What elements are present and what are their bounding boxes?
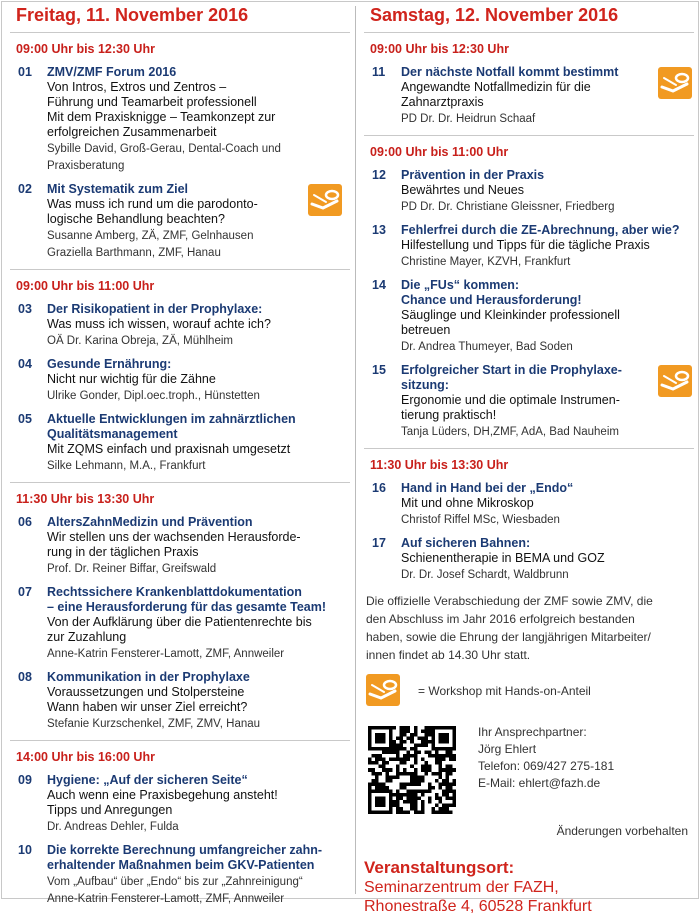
workshop-legend-label: = Workshop mit Hands-on-Anteil [418,684,591,698]
session-item [364,278,694,356]
session-speaker: Tanja Lüders, DH,ZMF, AdA, Bad Nauheim [401,426,619,438]
changes-note: Änderungen vorbehalten [556,824,688,838]
session-title: AltersZahnMedizin und Prävention [47,515,253,529]
session-item [10,773,350,836]
session-number: 13 [372,223,386,237]
time-slot-heading: 11:30 Uhr bis 13:30 Uhr [370,458,509,472]
session-subtitle: Was muss ich rund um die parodonto- logische Behandlung beachten? [47,197,258,226]
section-divider [10,269,350,270]
section-divider [10,482,350,483]
session-number: 03 [18,302,32,316]
session-subtitle: Hilfestellung und Tipps für die tägliche Praxis [401,238,650,252]
session-title: Prävention in der Praxis [401,168,545,182]
session-title: Der Risikopatient in der Prophylaxe: [47,302,263,316]
session-item [10,843,350,908]
session-number: 12 [372,168,386,182]
session-speaker: Prof. Dr. Reiner Biffar, Greifswald [47,563,217,575]
session-subtitle: Mit ZQMS einfach und praxisnah umgesetzt [47,442,291,456]
session-speaker: Silke Lehmann, M.A., Frankfurt [47,460,206,472]
session-item [10,65,350,175]
session-subtitle: Mit und ohne Mikroskop [401,496,534,510]
session-subtitle: Voraussetzungen und Stolpersteine Wann haben wir unser Ziel erreicht? [47,685,248,714]
time-slot-heading: 09:00 Uhr bis 11:00 Uhr [370,145,509,159]
session-speaker: Christof Riffel MSc, Wiesbaden [401,514,560,526]
session-item [364,481,694,529]
session-item [10,515,350,578]
session-item [10,412,350,475]
session-subtitle: Wir stellen uns der wachsenden Herausforde- rung in der täglichen Praxis [47,530,301,559]
time-slot-heading: 09:00 Uhr bis 12:30 Uhr [370,42,509,56]
session-title: Die korrekte Berechnung umfangreicher zahn- erhaltender Maßnahmen beim GKV-Patienten [47,843,323,872]
session-speaker: Dr. Dr. Josef Schardt, Waldbrunn [401,569,569,581]
friday-column [10,4,350,915]
session-item [10,670,350,733]
session-title: Rechtssichere Krankenblattdokumentation – eine Herausforderung für das gesamte Team! [47,585,327,614]
session-title: ZMV/ZMF Forum 2016 [47,65,177,79]
session-number: 11 [372,65,386,79]
session-number: 04 [18,357,32,371]
session-speaker: Stefanie Kurzschenkel, ZMF, ZMV, Hanau [47,718,261,730]
session-item [364,65,694,128]
session-number: 17 [372,536,386,550]
contact-details [478,724,614,792]
qr-code[interactable] [368,726,456,814]
session-number: 07 [18,585,32,599]
session-speaker: Dr. Andreas Dehler, Fulda [47,821,179,833]
session-speaker: Ulrike Gonder, Dipl.oec.troph., Hünstetten [47,390,260,402]
session-subtitle: Nicht nur wichtig für die Zähne [47,372,216,386]
time-slot-heading: 14:00 Uhr bis 16:00 Uhr [16,750,155,764]
session-subtitle: Bewährtes und Neues [401,183,524,197]
session-subtitle: Schienentherapie in BEMA und GOZ [401,551,605,565]
session-subtitle: Säuglinge und Kleinkinder professionell betreuen [401,308,620,337]
contact-heading: Ihr Ansprechpartner: [478,725,587,739]
session-title: Hand in Hand bei der „Endo“ [401,481,574,495]
session-speaker: PD Dr. Dr. Christiane Gleissner, Friedberg [401,201,615,213]
session-subtitle: Was muss ich wissen, worauf achte ich? [47,317,271,331]
hands-on-workshop-icon [658,67,692,99]
section-divider [364,448,694,449]
session-title: Kommunikation in der Prophylaxe [47,670,250,684]
session-title: Auf sicheren Bahnen: [401,536,531,550]
venue-line-2: Rhonestraße 4, 60528 Frankfurt [364,898,592,915]
contact-phone: Telefon: 069/427 275-181 [478,759,615,773]
friday-program [10,32,350,908]
session-title: Gesunde Ernährung: [47,357,172,371]
session-number: 10 [18,843,32,857]
contact-name: Jörg Ehlert [478,742,537,756]
venue-line-1: Seminarzentrum der FAZH, [364,879,559,896]
hands-on-workshop-icon [366,674,400,706]
session-number: 09 [18,773,32,787]
hands-on-workshop-icon [658,365,692,397]
session-subtitle: Angewandte Notfallmedizin für die Zahnarztpraxis [401,80,591,109]
session-item [364,223,694,271]
graduation-note: Die offizielle Verabschiedung der ZMF sowie ZMV, die den Abschluss im Jahr 2016 erfolgreich bestanden haben, sowie die Ehrung der langjährigen Mitarbeiter/ innen findet ab 14.30 Uhr statt. [366,594,653,662]
session-title: Die „FUs“ kommen: Chance und Herausforderung! [401,278,582,307]
saturday-program [364,32,694,584]
time-slot-heading: 09:00 Uhr bis 11:00 Uhr [16,279,155,293]
session-item [364,168,694,216]
session-subtitle: Ergonomie und die optimale Instrumen- tierung praktisch! [401,393,620,422]
session-speaker: PD Dr. Dr. Heidrun Schaaf [401,113,536,125]
section-divider [364,32,694,33]
saturday-column [364,4,694,916]
session-number: 14 [372,278,386,292]
day-heading-saturday: Samstag, 12. November 2016 [370,5,619,25]
session-subtitle: Von Intros, Extros und Zentros – Führung und Teamarbeit professionell Mit dem Praxisknigge – Teamkonzept zur erfolgreichen Zusammenarbeit [47,80,276,139]
session-item [10,357,350,405]
section-divider [10,32,350,33]
workshop-legend [364,674,694,708]
venue-heading: Veranstaltungsort: [364,858,515,877]
time-slot-heading: 11:30 Uhr bis 13:30 Uhr [16,492,155,506]
session-title: Aktuelle Entwicklungen im zahnärztlichen Qualitätsmanagement [47,412,296,441]
session-item [364,363,694,441]
session-speaker: Sybille David, Groß-Gerau, Dental-Coach und Praxisberatung [47,143,281,172]
session-item [10,302,350,350]
section-divider [364,135,694,136]
session-title: Erfolgreicher Start in die Prophylaxe- sitzung: [401,363,622,392]
session-item [10,182,350,262]
session-speaker: Dr. Andrea Thumeyer, Bad Soden [401,341,573,353]
session-number: 01 [18,65,32,79]
hands-on-workshop-icon [308,184,342,216]
session-subtitle: Von der Aufklärung über die Patientenrechte bis zur Zuzahlung [47,615,312,644]
session-number: 16 [372,481,386,495]
session-title: Der nächste Notfall kommt bestimmt [401,65,619,79]
session-title: Fehlerfrei durch die ZE-Abrechnung, aber wie? [401,223,680,237]
session-speaker: Vom „Aufbau“ über „Endo“ bis zur „Zahnreinigung“ Anne-Katrin Fensterer-Lamott, ZMF, Annweiler [47,876,303,905]
session-item [364,536,694,584]
session-number: 15 [372,363,386,377]
session-item [10,585,350,663]
session-number: 02 [18,182,32,196]
session-number: 05 [18,412,32,426]
session-speaker: Christine Mayer, KZVH, Frankfurt [401,256,571,268]
section-divider [10,740,350,741]
session-speaker: Susanne Amberg, ZÄ, ZMF, Gelnhausen Graziella Barthmann, ZMF, Hanau [47,230,254,259]
session-title: Mit Systematik zum Ziel [47,182,189,196]
session-speaker: Anne-Katrin Fensterer-Lamott, ZMF, Annweiler [47,648,285,660]
session-number: 06 [18,515,32,529]
time-slot-heading: 09:00 Uhr bis 12:30 Uhr [16,42,155,56]
session-speaker: OÄ Dr. Karina Obreja, ZÄ, Mühlheim [47,335,233,347]
session-subtitle: Auch wenn eine Praxisbegehung ansteht! Tipps und Anregungen [47,788,278,817]
contact-block [364,724,694,816]
session-number: 08 [18,670,32,684]
session-title: Hygiene: „Auf der sicheren Seite“ [47,773,248,787]
column-divider [355,6,356,894]
contact-email[interactable]: E-Mail: ehlert@fazh.de [478,776,601,790]
day-heading-friday: Freitag, 11. November 2016 [16,5,249,25]
